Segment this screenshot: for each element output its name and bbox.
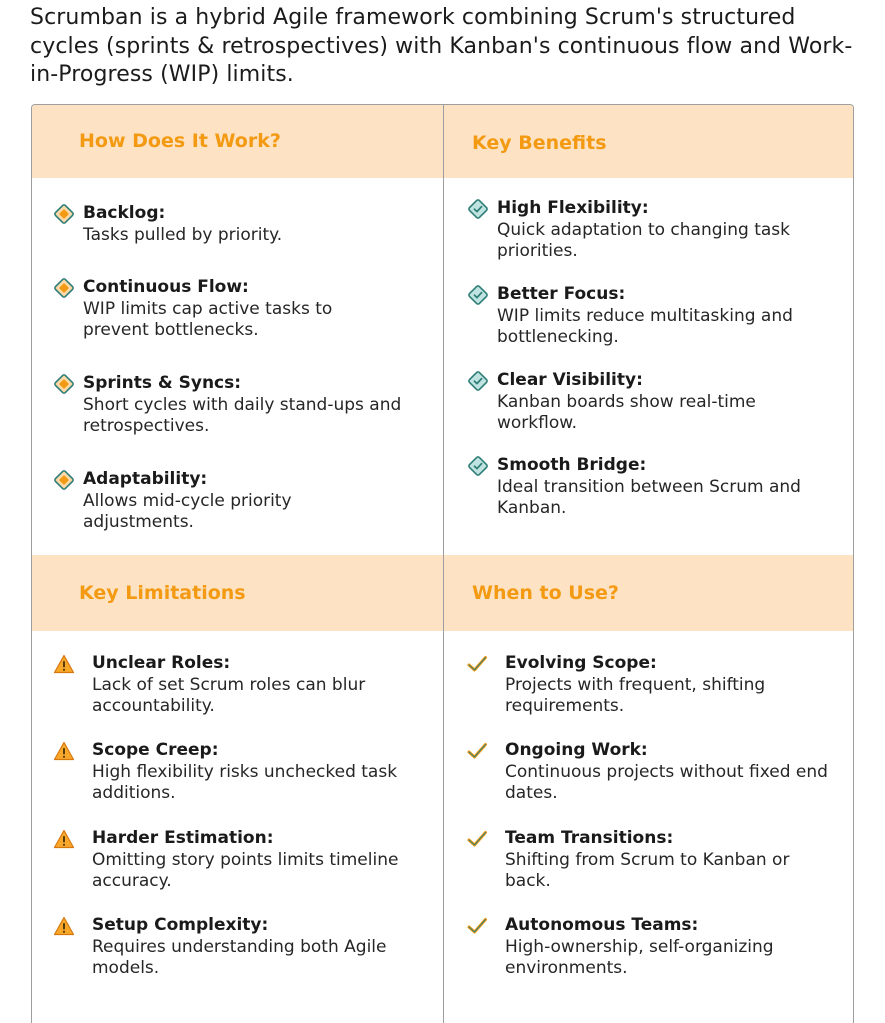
item-title: Continuous Flow: — [83, 277, 249, 297]
item-title: Scope Creep: — [92, 740, 219, 760]
item-description: Ideal transition between Scrum and Kanban. — [497, 476, 801, 518]
item-description: Shifting from Scrum to Kanban or back. — [505, 849, 790, 891]
item-title: Smooth Bridge: — [497, 455, 647, 475]
item-description: High-ownership, self-organizing environments. — [505, 936, 774, 978]
warning-icon — [53, 740, 75, 762]
warning-icon — [53, 828, 75, 850]
item-title: Harder Estimation: — [92, 828, 274, 848]
check-diamond-icon — [467, 455, 489, 477]
item-title: Team Transitions: — [505, 828, 674, 848]
item-description: Lack of set Scrum roles can blur accountability. — [92, 674, 366, 716]
checkmark-icon — [466, 915, 488, 937]
checkmark-icon — [466, 740, 488, 762]
section-title-key-limitations: Key Limitations — [79, 582, 246, 604]
item-description: WIP limits cap active tasks to prevent bottlenecks. — [83, 298, 333, 340]
item-description: Requires understanding both Agile models. — [92, 936, 387, 978]
item-description: Quick adaptation to changing task priorities. — [497, 219, 790, 261]
check-diamond-icon — [467, 198, 489, 220]
section-title-how-it-works: How Does It Work? — [79, 130, 281, 152]
diamond-bullet-icon — [53, 373, 75, 395]
item-description: Allows mid-cycle priority adjustments. — [83, 490, 292, 532]
item-title: Evolving Scope: — [505, 653, 657, 673]
item-description: Continuous projects without fixed end dates. — [505, 761, 828, 803]
checkmark-icon — [466, 653, 488, 675]
item-description: High flexibility risks unchecked task additions. — [92, 761, 398, 803]
warning-icon — [53, 653, 75, 675]
item-title: Autonomous Teams: — [505, 915, 699, 935]
item-description: WIP limits reduce multitasking and bottlenecking. — [497, 305, 793, 347]
column-divider — [443, 105, 444, 1023]
item-description: Short cycles with daily stand-ups and retrospectives. — [83, 394, 402, 436]
checkmark-icon — [466, 828, 488, 850]
item-title: Ongoing Work: — [505, 740, 648, 760]
check-diamond-icon — [467, 370, 489, 392]
section-title-key-benefits: Key Benefits — [472, 132, 607, 154]
diamond-bullet-icon — [53, 203, 75, 225]
diamond-bullet-icon — [53, 469, 75, 491]
item-description: Tasks pulled by priority. — [83, 224, 283, 245]
section-title-when-to-use: When to Use? — [472, 582, 619, 604]
item-description: Projects with frequent, shifting requirements. — [505, 674, 766, 716]
item-title: Clear Visibility: — [497, 370, 643, 390]
item-title: Sprints & Syncs: — [83, 373, 242, 393]
diamond-bullet-icon — [53, 277, 75, 299]
check-diamond-icon — [467, 284, 489, 306]
warning-icon — [53, 915, 75, 937]
item-title: Backlog: — [83, 203, 166, 223]
item-title: Adaptability: — [83, 469, 208, 489]
item-title: High Flexibility: — [497, 198, 649, 218]
scrumban-grid — [31, 104, 854, 1023]
item-title: Unclear Roles: — [92, 653, 231, 673]
intro-text: Scrumban is a hybrid Agile framework combining Scrum's structured cycles (sprints & retrospectives) with Kanban's continuous flow and Work-in-Progress (WIP) limits. — [30, 5, 853, 87]
item-description: Omitting story points limits timeline accuracy. — [92, 849, 399, 891]
item-title: Setup Complexity: — [92, 915, 269, 935]
item-description: Kanban boards show real-time workflow. — [497, 391, 756, 433]
item-title: Better Focus: — [497, 284, 626, 304]
